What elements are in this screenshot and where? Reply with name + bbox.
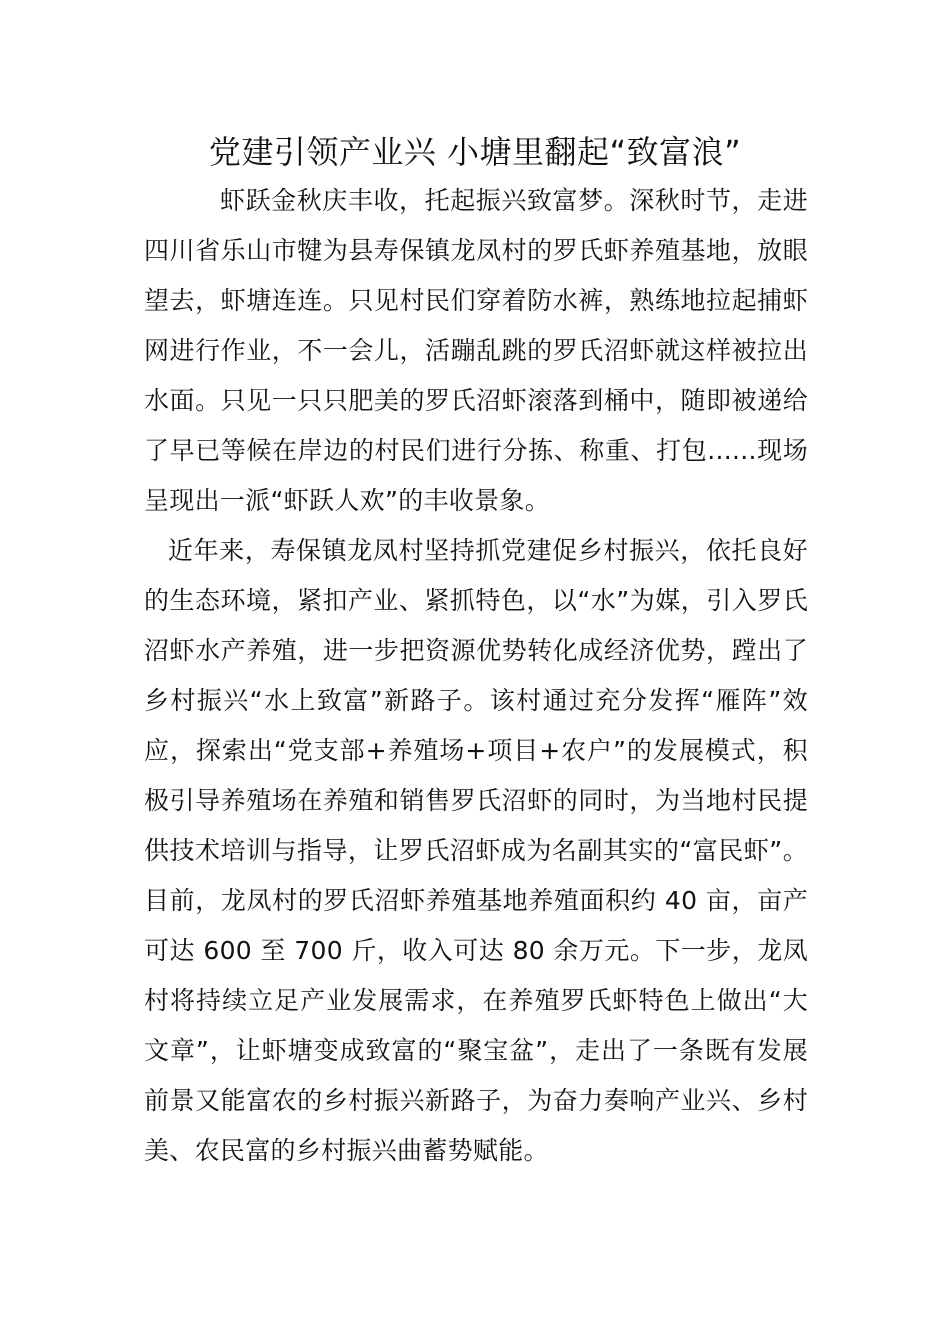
body-paragraph-1: 虾跃金秋庆丰收，托起振兴致富梦。深秋时节，走进四川省乐山市犍为县寿保镇龙凤村的罗氏虾养殖基地，放眼望去，虾塘连连。只见村民们穿着防水裤，熟练地拉起捕虾网进行作业，不一会儿，活蹦乱跳的罗氏沼虾就这样被拉出水面。只见一只只肥美的罗氏沼虾滚落到桶中，随即被递给了早已等候在岸边的村民们进行分拣、称重、打包......现场呈现出一派“虾跃人欢”的丰收景象。	[144, 186, 808, 515]
document-title: 党建引领产业兴 小塘里翻起“致富浪”	[208, 133, 742, 171]
body-paragraph-2: 近年来，寿保镇龙凤村坚持抓党建促乡村振兴，依托良好的生态环境，紧扣产业、紧抓特色，以“水”为媒，引入罗氏沼虾水产养殖，进一步把资源优势转化成经济优势，蹚出了乡村振兴“水上致富”新路子。该村通过充分发挥“雁阵”效应，探索出“党支部+养殖场+项目+农户”的发展模式，积极引导养殖场在养殖和销售罗氏沼虾的同时，为当地村民提供技术培训与指导，让罗氏沼虾成为名副其实的“富民虾”。目前，龙凤村的罗氏沼虾养殖基地养殖面积约 40 亩，亩产可达 600 至 700 斤，收入可达 80 余万元。下一步，龙凤村将持续立足产业发展需求，在养殖罗氏虾特色上做出“大文章”，让虾塘变成致富的“聚宝盆”，走出了一条既有发展前景又能富农的乡村振兴新路子，为奋力奏响产业兴、乡村美、农民富的乡村振兴曲蓄势赋能。	[144, 536, 808, 1165]
